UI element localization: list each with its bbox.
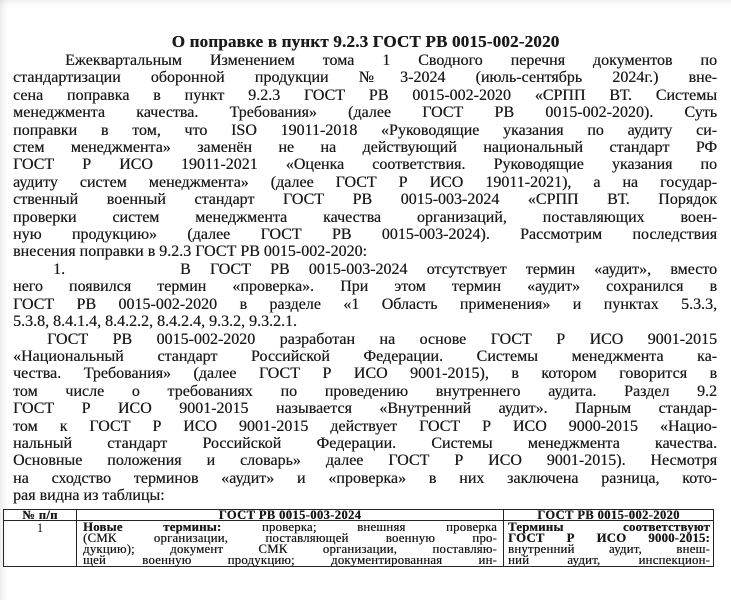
text-line: на сходство терминов «аудит» и «проверка» в них заключена разница, кото- <box>13 469 717 487</box>
bold-term-label: Термины соответствуют <box>508 520 710 534</box>
table-text-line <box>83 552 497 567</box>
document-body <box>13 52 717 505</box>
table-header-num: № п/п <box>4 510 77 521</box>
cell-gost-002-terms <box>504 521 714 567</box>
table-header-gost-002-2020: ГОСТ РВ 0015-002-2020 <box>504 510 714 521</box>
text-line: рая видна из таблицы: <box>13 487 165 505</box>
text-line: 5.3.8, 8.4.1.4, 8.4.2.2, 8.4.2.4, 9.3.2, 9.3.2.1. <box>13 313 297 331</box>
text-line: него появился термин «проверка». При этом термин «аудит» сохранился в <box>13 278 717 296</box>
term-text: дукцию); документ СМК организации, поставляю- <box>83 541 497 556</box>
text-line: поправки в том, что ISO 19011-2018 «Руководящие указания по аудиту си- <box>13 121 717 139</box>
text-line: чества. Требования» (далее ГОСТ Р ИСО 9001-2015), в котором говорится в <box>13 365 717 383</box>
text-line: том к ГОСТ Р ИСО 9001-2015 действует ГОСТ Р ИСО 9000-2015 «Нацио- <box>13 417 717 435</box>
table-header-row <box>4 510 714 521</box>
table-row <box>4 521 714 567</box>
text-line: ГОСТ Р ИСО 9001-2015 называется «Внутренний аудит». Парным стандар- <box>13 400 717 418</box>
text-line: ственный военный стандарт ГОСТ РВ 0015-003-2024 «СРПП ВТ. Порядок <box>13 191 717 209</box>
term-text: внутренний аудит, внеш- <box>508 541 710 556</box>
cell-row-number: 1 <box>4 521 77 567</box>
cell-gost-003-terms <box>77 521 504 567</box>
text-line: нальный стандарт Российской Федерации. Системы менеджмента качества. <box>13 434 717 452</box>
text-line: стем менеджмента» заменён не на действующий национальный стандарт РФ <box>13 139 717 157</box>
text-line: ную продукцию» (далее ГОСТ РВ 0015-003-2024). Рассмотрим последствия <box>13 226 717 244</box>
text-line: проверки систем менеджмента качества организаций, поставляющих воен- <box>13 208 717 226</box>
text-line: «Национальный стандарт Российской Федерации. Системы менеджмента ка- <box>13 347 717 365</box>
terms-comparison-table <box>3 509 714 567</box>
term-text: проверка; внешняя проверка <box>221 520 497 534</box>
term-text: щей военную продукцию; документированная ин- <box>83 552 497 567</box>
table-text-line <box>508 552 710 567</box>
text-line: сена поправка в пункт 9.2.3 ГОСТ РВ 0015-002-2020 «СРПП ВТ. Системы <box>13 86 717 104</box>
text-line: том числе о требованиях по проведению внутреннего аудита. Раздел 9.2 <box>13 382 717 400</box>
term-text: (СМК организации, поставляющей военную про- <box>83 530 497 545</box>
text-line: аудиту систем менеджмента» (далее ГОСТ Р ИСО 19011-2021), а на государ- <box>13 173 717 191</box>
text-line: внесения поправки в 9.2.3 ГОСТ РВ 0015-002-2020: <box>13 243 367 261</box>
text-line: Ежеквартальным Изменением тома 1 Сводного перечня документов по <box>65 52 717 69</box>
text-line: Основные положения и словарь» далее ГОСТ Р ИСО 9001-2015). Несмотря <box>13 452 717 470</box>
table-header-gost-003-2024: ГОСТ РВ 0015-003-2024 <box>77 510 504 521</box>
page-title: О поправке в пункт 9.2.3 ГОСТ РВ 0015-002-2020 <box>171 32 560 51</box>
bold-term-label: Новые термины: <box>83 520 222 534</box>
text-line: менеджмента качества. Требования» (далее ГОСТ РВ 0015-002-2020). Суть <box>13 104 717 122</box>
text-line: 1. В ГОСТ РВ 0015-003-2024 отсутствует термин «аудит», вместо <box>53 260 717 278</box>
text-line: стандартизации оборонной продукции №3-2024 (июль-сентябрь 2024г.) вне- <box>13 69 717 87</box>
text-line: ГОСТ Р ИСО 19011-2021 «Оценка соответствия. Руководящие указания по <box>13 156 717 174</box>
term-text: ний аудит, инспекцион- <box>508 552 710 567</box>
bold-term-label: ГОСТ Р ИСО 9000-2015: <box>508 530 710 545</box>
text-line: ГОСТ РВ 0015-002-2020 в разделе «1 Область применения» и пунктах 5.3.3, <box>13 295 717 313</box>
text-line: ГОСТ РВ 0015-002-2020 разработан на основе ГОСТ Р ИСО 9001-2015 <box>47 330 717 348</box>
